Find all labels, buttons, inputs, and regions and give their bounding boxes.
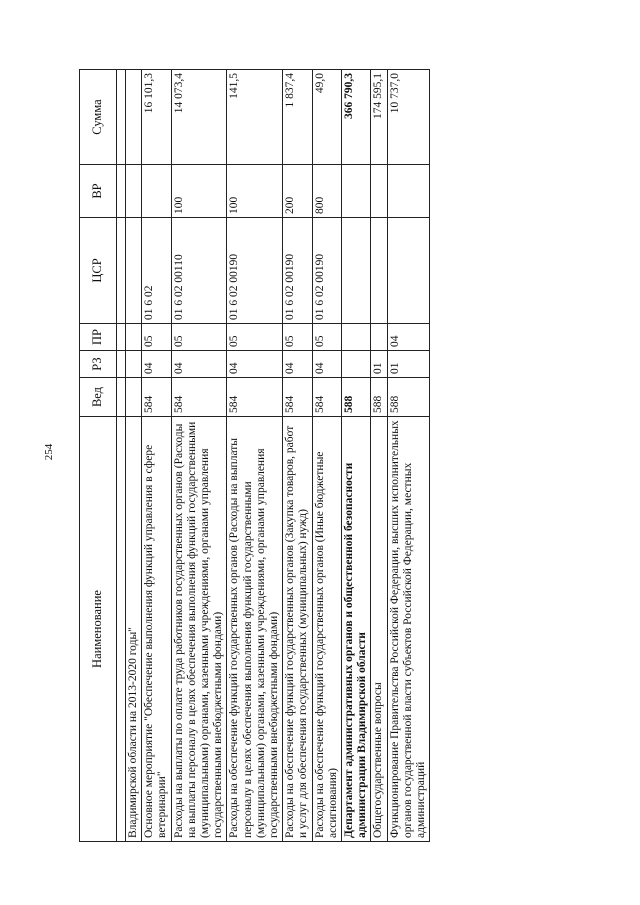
cell-pr xyxy=(342,324,371,351)
cell-ved: 584 xyxy=(283,378,312,417)
cell-sum: 10 737,0 xyxy=(387,70,430,165)
cell-ved: 584 xyxy=(312,378,341,417)
cell-rz xyxy=(126,351,142,378)
cell-ved: 584 xyxy=(171,378,227,417)
column-header-rz: РЗ xyxy=(80,351,117,378)
cell-vr xyxy=(126,165,142,218)
cell-pr: 05 xyxy=(171,324,227,351)
cell-rz: 01 xyxy=(371,351,387,378)
cell-csr: 01 6 02 00190 xyxy=(283,218,312,324)
cell-sum xyxy=(126,70,142,165)
cell-name: Расходы на обеспечение функций государственных органов (Закупка товаров, работ и услуг для обеспечения государственных (муниципальных) нужд) xyxy=(283,417,312,842)
cell-ved: 588 xyxy=(387,378,430,417)
cell-pr: 05 xyxy=(142,324,171,351)
cell-pr: 05 xyxy=(227,324,283,351)
cell-pr xyxy=(126,324,142,351)
cell-ved: 588 xyxy=(371,378,387,417)
cell-vr xyxy=(371,165,387,218)
cell-sum: 366 790,3 xyxy=(342,70,371,165)
table-row xyxy=(126,70,142,842)
cell-name: Департамент административных органов и общественной безопасности администрации Владимирской области xyxy=(342,417,371,842)
cell-rz: 04 xyxy=(142,351,171,378)
cell-vr xyxy=(387,165,430,218)
cell-sum: 174 595,1 xyxy=(371,70,387,165)
cell-rz: 04 xyxy=(227,351,283,378)
column-header-sum: Сумма xyxy=(80,70,117,165)
cell-csr: 01 6 02 00190 xyxy=(227,218,283,324)
cell-pr: 05 xyxy=(283,324,312,351)
cell-csr xyxy=(126,218,142,324)
page-number: 254 xyxy=(43,443,55,461)
column-header-name: Наименование xyxy=(80,417,117,842)
cell-sum: 141,5 xyxy=(227,70,283,165)
cell-name: Функционирование Правительства Российской Федерации, высших исполнительных органов государственной власти субъектов Российской Федерации, местных администраций xyxy=(387,417,430,842)
cell-rz: 01 xyxy=(387,351,430,378)
table-row xyxy=(171,70,227,842)
cell-csr: 01 6 02 00110 xyxy=(171,218,227,324)
column-header-csr: ЦСР xyxy=(80,218,117,324)
cell-csr xyxy=(387,218,430,324)
cell-name: Расходы на обеспечение функций государственных органов (Расходы на выплаты персоналу в целях обеспечения выполнения функций государственными (муниципальными) органами, казенными учреждениями, органами управления государственными внебюджетными фондами) xyxy=(227,417,283,842)
cell-sum: 49,0 xyxy=(312,70,341,165)
table-row xyxy=(371,70,387,842)
cell-rz xyxy=(342,351,371,378)
table-row xyxy=(342,70,371,842)
cell-vr: 800 xyxy=(312,165,341,218)
cell-ved: 584 xyxy=(227,378,283,417)
cell-csr xyxy=(342,218,371,324)
cell-ved: 588 xyxy=(342,378,371,417)
table-row xyxy=(142,70,171,842)
cell-vr: 100 xyxy=(227,165,283,218)
cell-csr: 01 6 02 00190 xyxy=(312,218,341,324)
cell-ved: 584 xyxy=(142,378,171,417)
cell-vr: 100 xyxy=(171,165,227,218)
cell-csr xyxy=(371,218,387,324)
column-header-vr: ВР xyxy=(80,165,117,218)
cell-rz: 04 xyxy=(171,351,227,378)
table-row xyxy=(387,70,430,842)
cell-name: Расходы на выплаты по оплате труда работников государственных органов (Расходы на выплаты персоналу в целях обеспечения выполнения функций государственными (муниципальными) органами, казенными учреждениями, органами управления государственными внебюджетными фондами) xyxy=(171,417,227,842)
cell-rz: 04 xyxy=(283,351,312,378)
cell-name: Общегосударственные вопросы xyxy=(371,417,387,842)
table-row xyxy=(312,70,341,842)
cell-rz: 04 xyxy=(312,351,341,378)
cell-name: Основное мероприятие "Обеспечение выполнения функций управления в сфере ветеринарии" xyxy=(142,417,171,842)
cell-sum: 16 101,3 xyxy=(142,70,171,165)
table-row xyxy=(227,70,283,842)
cell-pr xyxy=(371,324,387,351)
table-body xyxy=(117,70,430,842)
budget-table xyxy=(79,69,430,842)
column-header-pr: ПР xyxy=(80,324,117,351)
cell-pr: 04 xyxy=(387,324,430,351)
cell-pr: 05 xyxy=(312,324,341,351)
column-header-ved: Вед xyxy=(80,378,117,417)
cell-csr: 01 6 02 xyxy=(142,218,171,324)
cell-sum: 14 073,4 xyxy=(171,70,227,165)
cell-name: Расходы на обеспечение функций государственных органов (Иные бюджетные ассигнования) xyxy=(312,417,341,842)
cell-sum: 1 837,4 xyxy=(283,70,312,165)
table-row xyxy=(283,70,312,842)
spacer-row xyxy=(117,70,126,842)
table-header-row xyxy=(80,70,117,842)
cell-vr xyxy=(142,165,171,218)
budget-sheet xyxy=(79,70,559,842)
cell-vr: 200 xyxy=(283,165,312,218)
cell-ved xyxy=(126,378,142,417)
cell-name: Владимирской области на 2013-2020 годы" xyxy=(126,417,142,842)
cell-vr xyxy=(342,165,371,218)
